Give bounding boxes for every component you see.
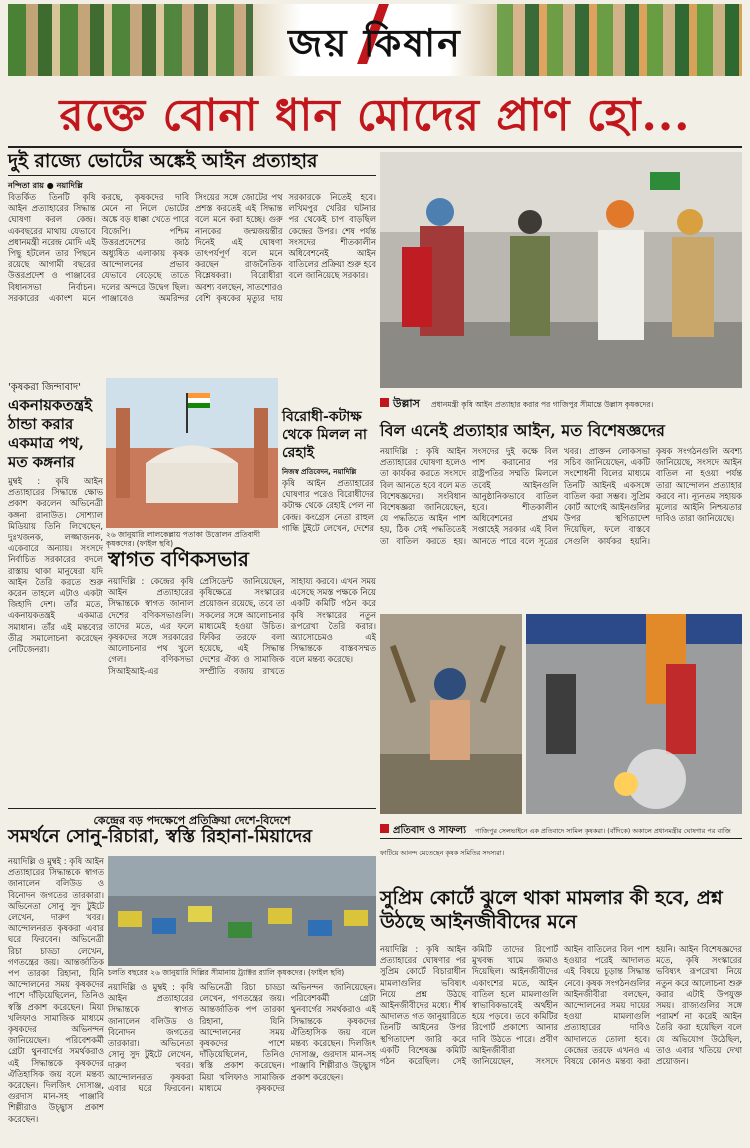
reaction-body: নয়াদিল্লি ও মুম্বই : কৃষি আইন প্রত্যাহারের সিদ্ধান্তকে স্বাগত জানালেন বলিউড ও বিনোদন জগতের তারকারা। অভিনেতা সোনু সুদ টুইটে লেখেন, দারুণ খবর। আন্দোলনরত কৃষকরা এবার ঘরে ফিরবেন। অভিনেত্রী রিচা চাড্ডা লেখেন, গণতন্ত্রের জয়। আন্তর্জাতিক পপ তারকা রিহানা, যিনি আন্দোলনের সময় কৃষকদের পাশে দাঁড়িয়েছিলেন, তিনিও স্বস্তি প্রকাশ করেছেন। মিয়া খলিফাও সামাজিক মাধ্যমে কৃষকদের অভিনন্দন জানিয়েছেন। পরিবেশকর্মী গ্রেটা থুনবার্গের সমর্থকরাও এই সিদ্ধান্তকে কৃষকদের ঐতিহাসিক জয় বলে মন্তব্য করেছেন। দিলজিৎ দোসাঞ্জ, গুরদাস মান-সহ পাঞ্জাবি শিল্পীরাও উচ্ছ্বাস প্রকাশ করেছেন। <box>8 856 104 1124</box>
masthead-title: জয় কিষান <box>288 20 462 65</box>
tractor-rally-photo <box>108 856 376 966</box>
story1-headline: দুই রাজ্যে ভোটের অঙ্কেই আইন প্রত্যাহার <box>8 150 318 172</box>
story1-byline: নন্দিতা রায় ● নয়াদিল্লি <box>8 181 83 190</box>
quote-body: মুম্বই : কৃষি আইন প্রত্যাহারের সিদ্ধান্তে ক্ষোভ প্রকাশ করলেন অভিনেত্রী কঙ্গনা রানাউত। সোশ্যাল মিডিয়ায় তিনি লিখেছেন, দুঃখজনক, লজ্জাজনক, একেবারে অন্যায়। সংসদে নির্বাচিত সরকারের বদলে রাস্তায় থাকা মানুষেরা যদি আইন তৈরি করতে শুরু করেন তাহলে এটাও একটা জিহাদি দেশ। তাঁর মতে, একনায়কতন্ত্রই একমাত্র সমাধান। তাঁর এই মন্তব্যের তীব্র সমালোচনা করেছেন নেটিজেনরা। <box>8 476 103 655</box>
welcome-body: নয়াদিল্লি : কেন্দ্রের কৃষি আইন প্রত্যাহারের সিদ্ধান্তকে স্বাগত জানাল দেশের বণিকসভাগুলি। তাদের মতে, এর ফলে কৃষকদের সঙ্গে সরকারের আলোচনার পথ খুলে গেল। বণিকসভা সিআইআই-এর প্রেসিডেন্ট জানিয়েছেন, কৃষিক্ষেত্রে সংস্কারের প্রয়োজন রয়েছে, তবে তা সকলের সঙ্গে আলোচনার মাধ্যমেই হওয়া উচিত। ফিকির তরফে বলা হয়েছে, এই সিদ্ধান্ত দেশের ঐক্য ও সামাজিক সম্প্রীতি বজায় রাখতে সাহায্য করবে। এখন সময় এসেছে সমস্ত পক্ষকে নিয়ে একটি কমিটি গঠন করে কৃষি সংস্কারের নতুন রূপরেখা তৈরি করার। অ্যাসোচেমও এই সিদ্ধান্তকে বাস্তবসম্মত বলে মন্তব্য করেছে। <box>108 576 376 676</box>
red-fort-caption: ২৬ জানুয়ারি লালকেল্লায় পতাকা উত্তোলন প্রতিবাদী কৃষকদের। (ফাইল ছবি) <box>106 530 261 548</box>
opposition-headline: বিরোধী-কটাক্ষ থেকে মিলল না রেহাই <box>282 409 367 461</box>
experts-headline: বিল এনেই প্রত্যাহার আইন, মত বিশেষজ্ঞদের <box>380 421 665 440</box>
photo1-caption: প্রধানমন্ত্রী কৃষি আইন প্রত্যাহার করার পর গাজিপুর সীমান্তে উল্লাস কৃষকদের। <box>430 400 654 409</box>
supreme-top-rule <box>380 838 742 839</box>
reaction-top-rule <box>8 808 376 809</box>
red-square-icon <box>380 398 389 407</box>
red-square-icon <box>380 824 389 833</box>
supreme-body: নয়াদিল্লি : কৃষি আইন প্রত্যাহারের ঘোষণার পর সুপ্রিম কোর্টে বিচারাধীন মামলাগুলির ভবিষ্যৎ নিয়ে প্রশ্ন উঠছে আইনজীবীদের মধ্যে। শীর্ষ আদালত গত জানুয়ারিতে তিনটি আইনের উপর স্থগিতাদেশ জারি করে একটি বিশেষজ্ঞ কমিটি গঠন করেছিল। সেই কমিটি তাদের রিপোর্ট মুখবন্ধ খামে জমাও দিয়েছিল। আইনজীবীদের একাংশের মতে, আইন বাতিল হলে মামলাগুলি স্বাভাবিকভাবেই অর্থহীন হয়ে পড়বে। তবে কমিটির রিপোর্ট প্রকাশ্যে আনার দাবি উঠতে পারে। প্রবীণ আইনজীবীরা জানিয়েছেন, সংসদে আইন বাতিলের বিল পাশ হওয়ার পরেই আদালত এই বিষয়ে চূড়ান্ত সিদ্ধান্ত নেবে। কৃষক সংগঠনগুলির আইনজীবীরা বলছেন, আন্দোলনের সময় দায়ের হওয়া মামলাগুলি প্রত্যাহারের দাবিও আদালতে তোলা হবে। কেন্দ্রের তরফে এখনও এ বিষয়ে কোনও মন্তব্য করা হয়নি। আইন বিশেষজ্ঞদের মতে, কৃষি সংস্কারের ভবিষ্যৎ রূপরেখা নিয়ে নতুন করে আলোচনা শুরু করার এটাই উপযুক্ত সময়। রাজ্যগুলির সঙ্গে পরামর্শ না করেই আইন তৈরি করা হয়েছিল বলে যে অভিযোগ উঠেছিল, তাও এবার খতিয়ে দেখা প্রয়োজন। <box>380 944 742 1067</box>
protest-caption: গাজিপুর সেলভাইনে এক প্রতিবাদে সামিল কৃষকরা। (বাঁদিকে) অকালে প্রধানমন্ত্রীর ঘোষণার পর বাজি ফাটিয়ে আনন্দ মেতেছেন কৃষক সমিতির সদস্যরা। <box>380 827 731 857</box>
experts-body: নয়াদিল্লি : কৃষি আইন প্রত্যাহারের ঘোষণা হলেও তা কার্যকর করতে সংসদে বিল আনতে হবে বলে মত বিশেষজ্ঞদের। সংবিধান বিশেষজ্ঞরা জানিয়েছেন, যে পদ্ধতিতে আইন পাশ হয়, ঠিক সেই পদ্ধতিতেই তা বাতিল করতে হয়। সংসদের দুই কক্ষে বিল পাশ করানোর পর রাষ্ট্রপতির সম্মতি মিললে তবেই আইনগুলি আনুষ্ঠানিকভাবে বাতিল হবে। শীতকালীন অধিবেশনের প্রথম সপ্তাহেই সরকার এই বিল আনতে পারে বলে সূত্রের খবর। প্রাক্তন লোকসভা সচিব জানিয়েছেন, একটি সংশোধনী বিলের মাধ্যমে তিনটি আইনই একসঙ্গে বাতিল করা সম্ভব। সুপ্রিম কোর্ট আগেই আইনগুলির উপর স্থগিতাদেশ দিয়েছিল, ফলে বাস্তবে সেগুলি কার্যকর হয়নি। কৃষক সংগঠনগুলি অবশ্য জানিয়েছে, সংসদে আইন বাতিল না হওয়া পর্যন্ত তারা আন্দোলন প্রত্যাহার করবে না। ন্যূনতম সহায়ক মূল্যের আইনি নিশ্চয়তার দাবিও তারা জানিয়েছে। <box>380 446 742 546</box>
masthead <box>8 4 742 76</box>
reaction-headline: সমর্থনে সোনু-রিচারা, স্বস্তি রিহানা-মিয়াদের <box>8 826 313 847</box>
fireworks-photo <box>526 614 742 814</box>
story1-body: বিতর্কিত তিনটি কৃষি আইন প্রত্যাহারের সিদ্ধান্ত ঘোষণা করল কেন্দ্র। একবছরের মাথায় যেভাবে প্রধানমন্ত্রী নরেন্দ্র মোদি এই পিছু হটলেন তার পিছনে রয়েছে আগামী বছরের উত্তরপ্রদেশ ও পাঞ্জাবের বিধানসভা নির্বাচন। সরকারের একাংশ মনে করছে, কৃষকদের দাবি মেনে না নিলে ভোটের অঙ্কে বড় ধাক্কা খেতে পারে বিজেপি। পশ্চিম উত্তরপ্রদেশের জাঠ অধ্যুষিত এলাকায় কৃষক আন্দোলনের প্রভাব যেভাবে বেড়েছে তাতে দলের অন্দরে উদ্বেগ ছিল। পাঞ্জাবেও অমরিন্দর সিংয়ের সঙ্গে জোটের পথ প্রশস্ত করতেই এই সিদ্ধান্ত বলে মনে করা হচ্ছে। গুরু নানকের জন্মজয়ন্তীর দিনেই এই ঘোষণা তাৎপর্যপূর্ণ বলে মনে করছেন রাজনৈতিক বিশ্লেষকরা। বিরোধীরা অবশ্য বলছেন, সাতশোরও বেশি কৃষকের মৃত্যুর দায় সরকারকে নিতেই হবে। লখিমপুর খেরির ঘটনার পর থেকেই চাপ বাড়ছিল কেন্দ্রের উপর। শেষ পর্যন্ত সংসদের শীতকালীন অধিবেশনেই আইন বাতিলের প্রক্রিয়া শুরু হবে বলে জানিয়েছে সরকার। <box>8 192 376 303</box>
opposition-body: কৃষি আইন প্রত্যাহারের ঘোষণার পরেও বিরোধীদের কটাক্ষ থেকে রেহাই পেল না কেন্দ্র। কংগ্রেস নেতা রাহুল গান্ধি টুইটে লেখেন, দেশের <box>282 478 374 533</box>
tractor-rally-caption: চলতি বছরের ২৬ জানুয়ারি দিল্লির সীমানায় ট্র্যাক্টর র‍্যালি কৃষকদের। (ফাইল ছবি) <box>108 968 345 977</box>
reaction-body-cont: নয়াদিল্লি ও মুম্বই : কৃষি আইন প্রত্যাহারের সিদ্ধান্তকে স্বাগত জানালেন বলিউড ও বিনোদন জগতের তারকারা। অভিনেতা সোনু সুদ টুইটে লেখেন, দারুণ খবর। আন্দোলনরত কৃষকরা এবার ঘরে ফিরবেন। অভিনেত্রী রিচা চাড্ডা লেখেন, গণতন্ত্রের জয়। আন্তর্জাতিক পপ তারকা রিহানা, যিনি আন্দোলনের সময় কৃষকদের পাশে দাঁড়িয়েছিলেন, তিনিও স্বস্তি প্রকাশ করেছেন। মিয়া খলিফাও সামাজিক মাধ্যমে কৃষকদের অভিনন্দন জানিয়েছেন। পরিবেশকর্মী গ্রেটা থুনবার্গের সমর্থকরাও এই সিদ্ধান্তকে কৃষকদের ঐতিহাসিক জয় বলে মন্তব্য করেছেন। দিলজিৎ দোসাঞ্জ, গুরদাস মান-সহ পাঞ্জাবি শিল্পীরাও উচ্ছ্বাস প্রকাশ করেছেন। <box>108 982 376 1093</box>
farmers-celebration-photo <box>380 152 742 388</box>
story1-rule <box>8 175 376 176</box>
banner-rule <box>8 146 742 148</box>
quote-label: 'কৃষকরা জিন্দাবাদ' <box>8 382 82 393</box>
page-banner-headline: রক্তে বোনা ধান মোদের প্রাণ হো... <box>59 90 691 141</box>
opposition-byline: নিজস্ব প্রতিবেদন, নয়াদিল্লি <box>282 468 357 476</box>
photo1-tag: উল্লাস <box>393 397 420 410</box>
protest-tag: প্রতিবাদ ও সাফল্য <box>393 825 467 836</box>
quote-headline: একনায়কতন্ত্রই ঠান্ডা করার একমাত্র পথ, মত কঙ্গনার <box>8 396 93 471</box>
masthead-photo-right <box>497 4 742 76</box>
reaction-kicker: কেন্দ্রের বড় পদক্ষেপে প্রতিক্রিয়া দেশে-বিদেশে <box>93 814 291 827</box>
supreme-headline: সুপ্রিম কোর্টে ঝুলে থাকা মামলার কী হবে, প্রশ্ন উঠছে আইনজীবীদের মনে <box>380 887 723 933</box>
photo1-caption-row <box>380 392 742 414</box>
protest-photo-left <box>380 614 522 814</box>
welcome-headline: স্বাগত বণিকসভার <box>108 547 249 571</box>
red-fort-photo <box>106 378 278 528</box>
masthead-photo-left <box>8 4 253 76</box>
